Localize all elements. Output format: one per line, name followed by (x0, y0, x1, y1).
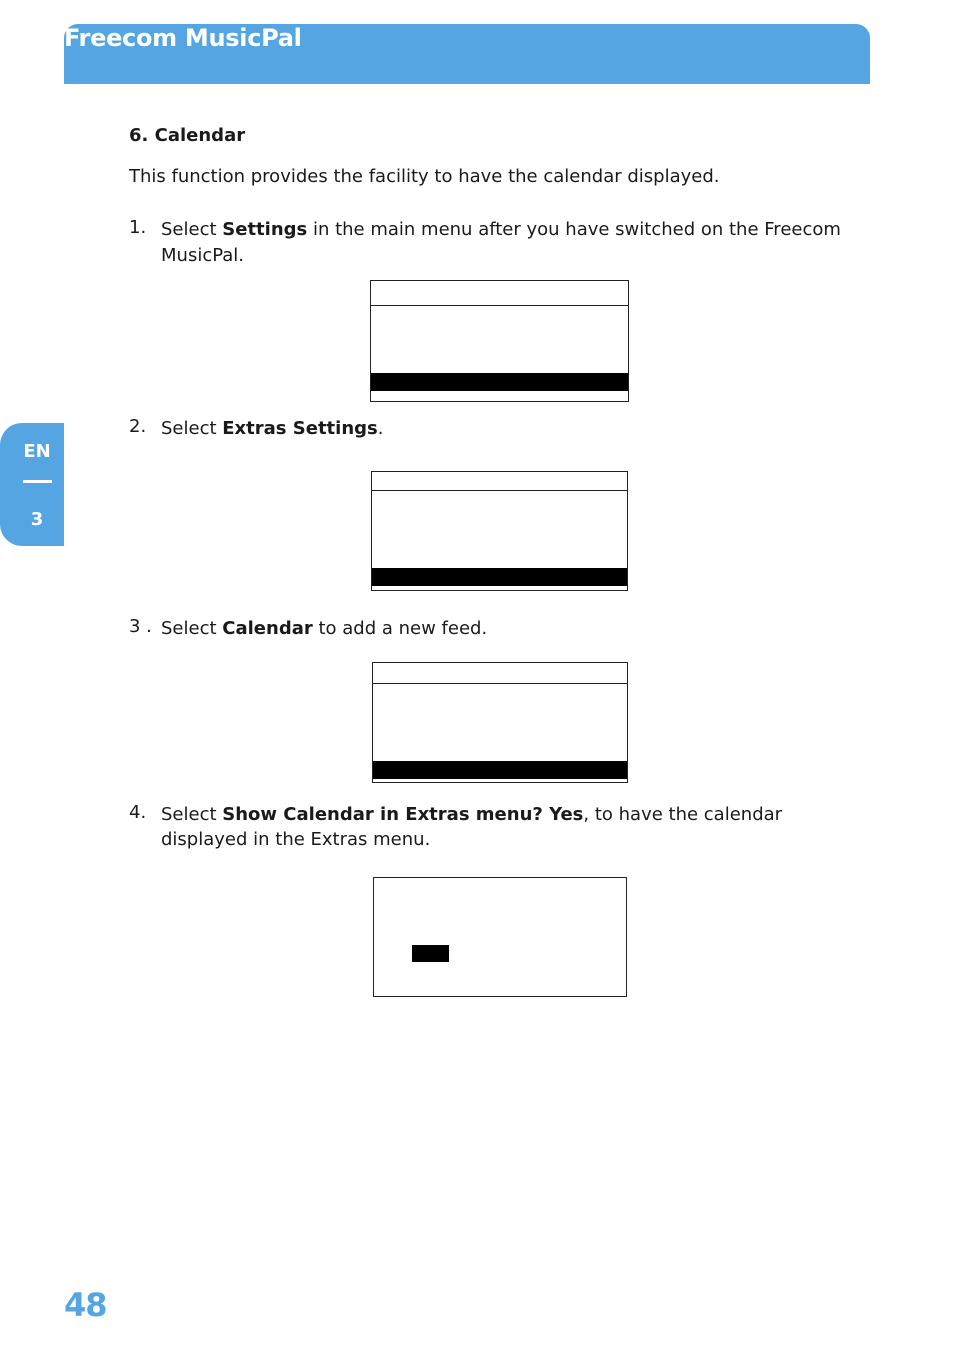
step-text-prefix: Select (161, 804, 223, 825)
step-text-suffix: . (377, 418, 384, 439)
step-text (161, 416, 874, 442)
screen-selection-bar (373, 761, 627, 779)
page-number: 48 (64, 1286, 107, 1324)
screen-title-rule (371, 305, 628, 306)
step-text (161, 616, 874, 642)
step-number: 3 . (129, 616, 152, 637)
step-number: 1. (129, 217, 147, 238)
chapter-number: 3 (30, 509, 44, 530)
step-text-suffix: to add a new feed. (312, 618, 488, 639)
screen-title-rule (372, 490, 627, 491)
step-text-bold: Show Calendar in Extras menu? Yes (222, 804, 584, 825)
intro-paragraph: This function provides the facility to have the calendar displayed. (129, 166, 720, 187)
step-text-prefix: Select (161, 418, 223, 439)
step-text-prefix: Select (161, 219, 223, 240)
step-text (161, 217, 874, 269)
device-screen-extras-settings (372, 662, 628, 783)
device-screen-main-menu (370, 280, 629, 402)
tab-divider (23, 480, 52, 483)
language-tab (0, 423, 64, 546)
screen-selection-bar (371, 373, 628, 391)
screen-title-rule (373, 683, 627, 684)
section-heading: 6. Calendar (129, 125, 246, 146)
step-text (161, 802, 874, 852)
device-screen-calendar-prompt (373, 877, 627, 997)
step-number: 2. (129, 416, 147, 437)
screen-yes-highlight (412, 945, 449, 962)
step-text-suffix: , to have the calendar displayed in the Extras menu. (161, 804, 783, 850)
step-text-bold: Settings (222, 219, 308, 240)
step-text-prefix: Select (161, 618, 223, 639)
step-text-bold: Extras Settings (222, 418, 378, 439)
header-title: Freecom MusicPal (64, 24, 302, 52)
step-text-bold: Calendar (222, 618, 313, 639)
language-code: EN (23, 441, 51, 462)
step-number: 4. (129, 802, 147, 823)
screen-selection-bar (372, 568, 627, 586)
step-text-suffix: in the main menu after you have switched on the Freecom MusicPal. (161, 219, 841, 266)
device-screen-settings (371, 471, 628, 591)
